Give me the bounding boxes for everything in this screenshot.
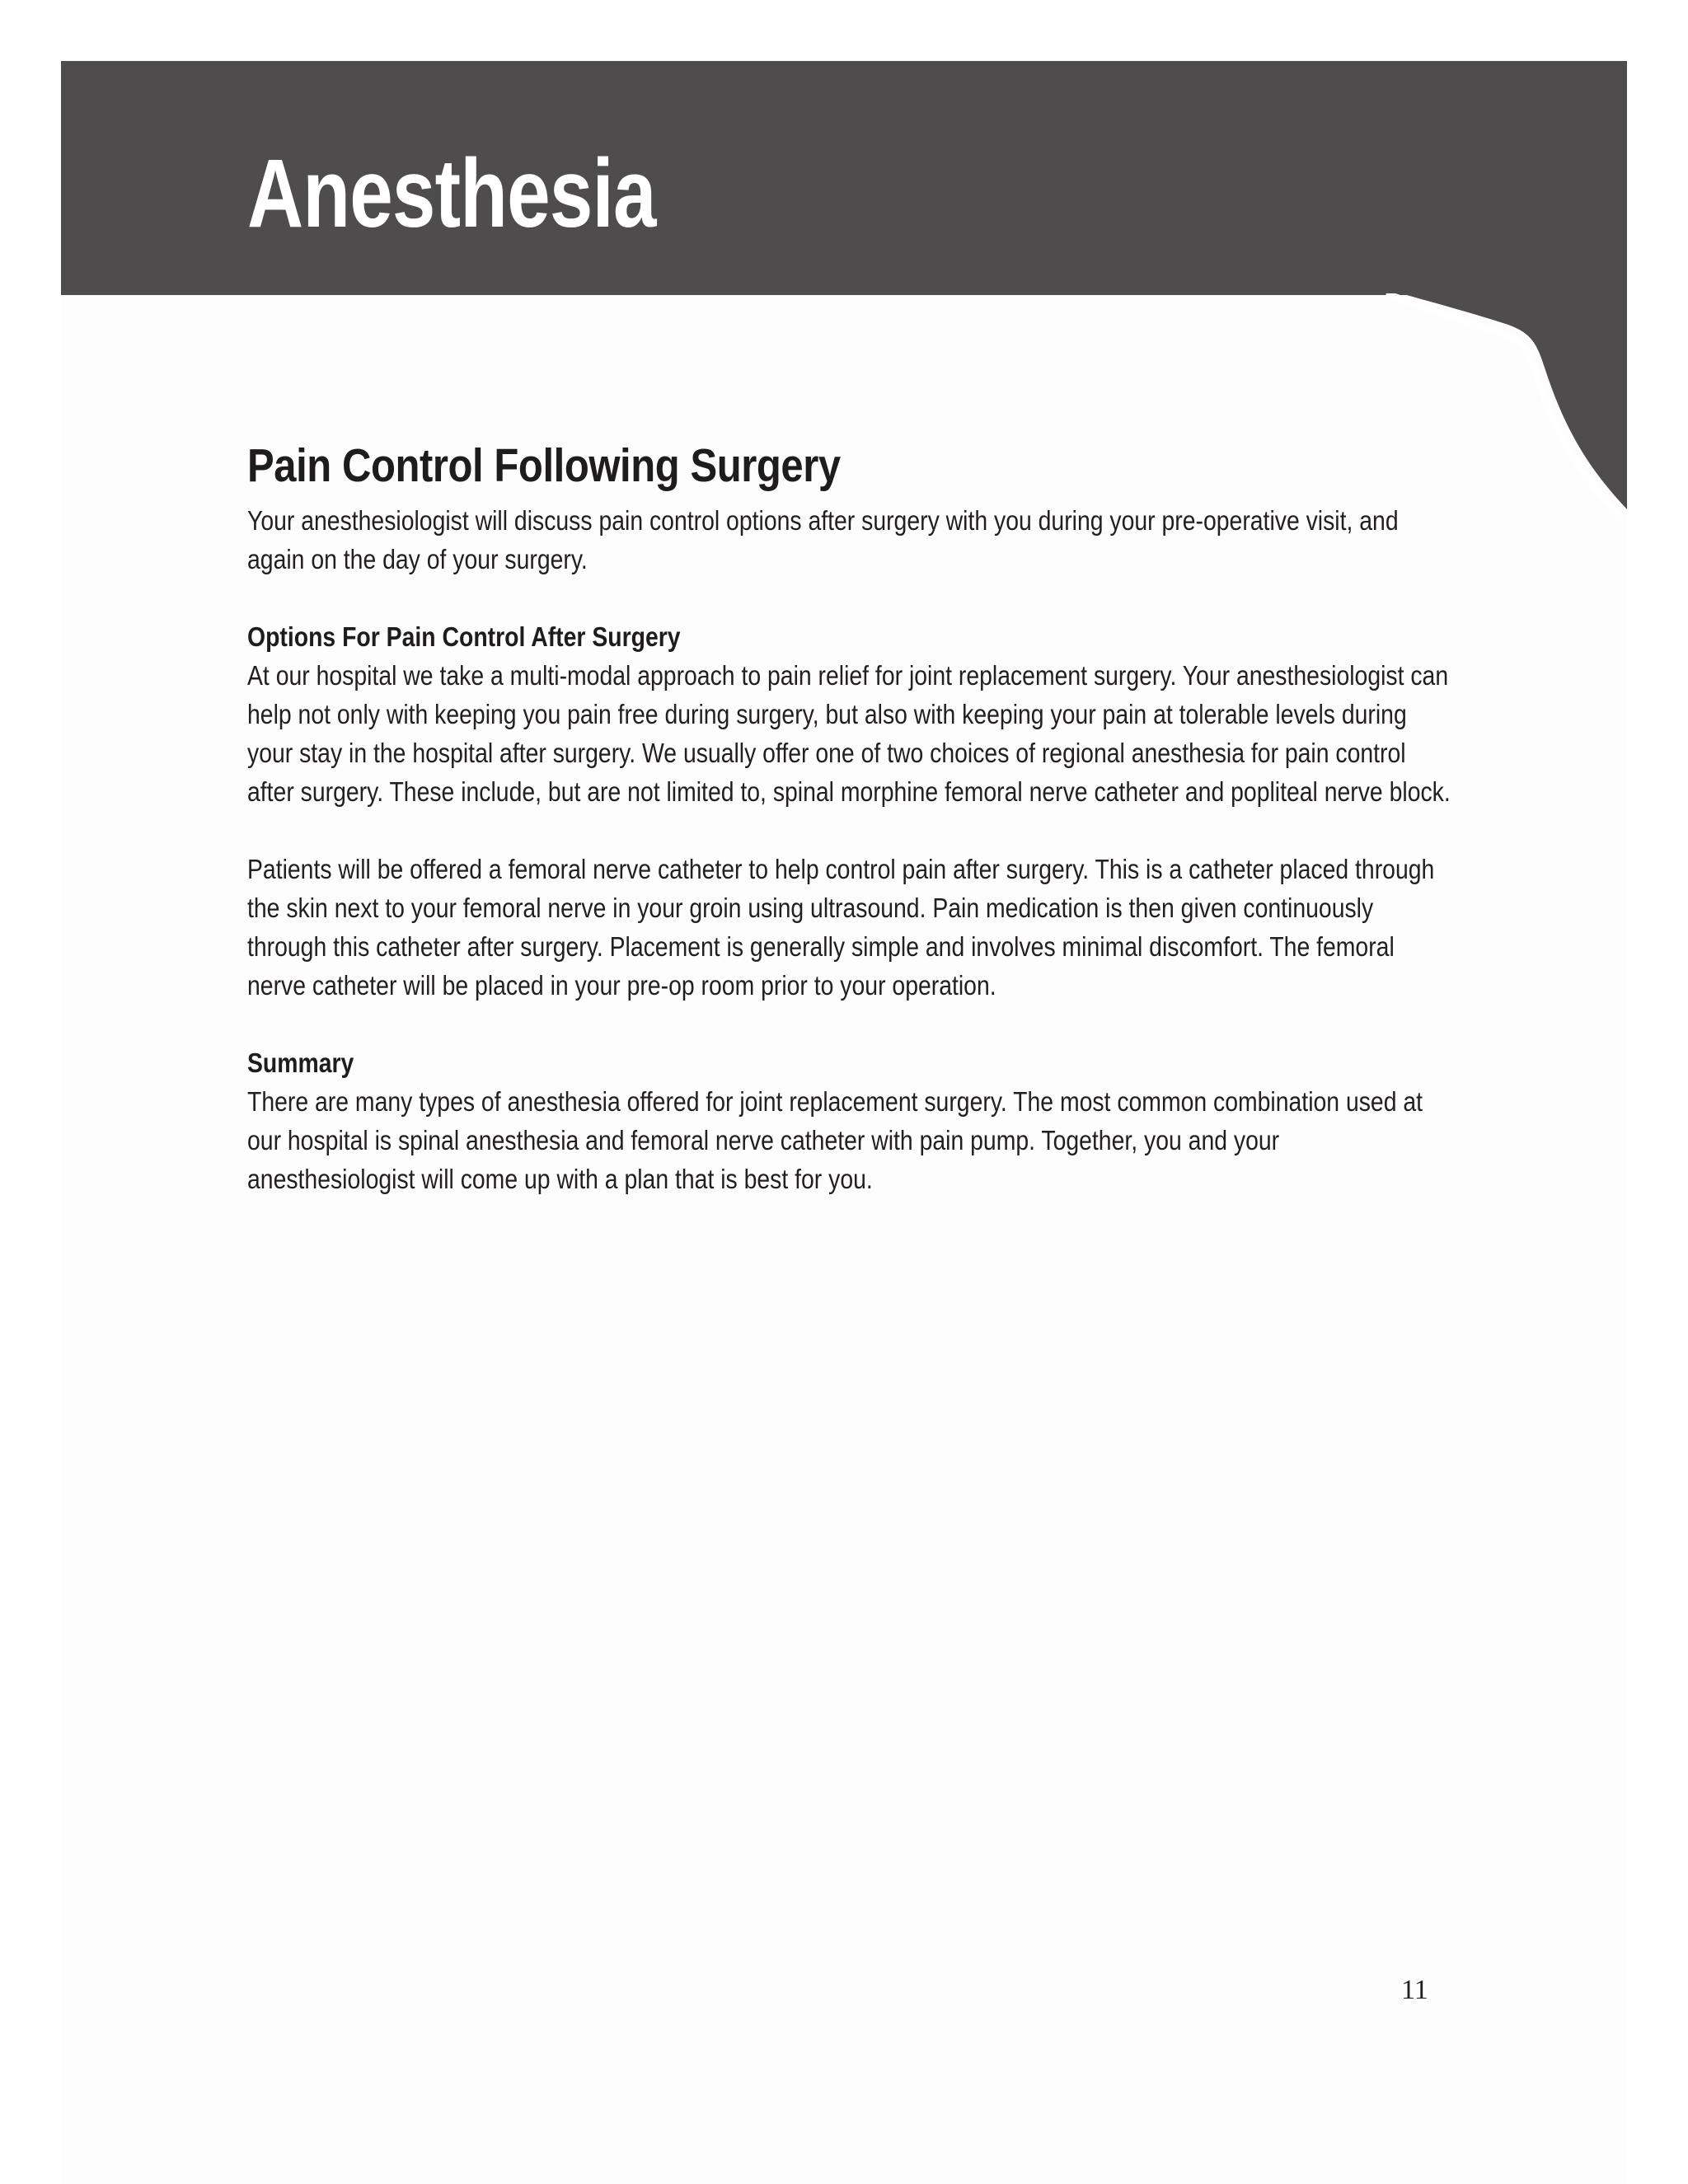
options-paragraph-1: At our hospital we take a multi-modal approach to pain relief for joint replacement surgery. Your anesthesiologist can help not only with keeping you pain free during surgery, but also with keeping your pain at tolerable levels during your stay in the hospital after surgery. We usually offer one of two choices of regional anesthesia for pain control after surgery. These include, but are not limited to, spinal morphine femoral nerve catheter and popliteal nerve block. bbox=[247, 660, 1451, 808]
page-number: 11 bbox=[1401, 1975, 1428, 2005]
banner-title: Anesthesia bbox=[247, 139, 656, 248]
femoral-catheter-section bbox=[247, 850, 1451, 1005]
options-section bbox=[247, 617, 1451, 811]
intro-paragraph: Your anesthesiologist will discuss pain control options after surgery with you during your pre-operative visit, and again on the day of your surgery. bbox=[247, 505, 1399, 575]
options-heading: Options For Pain Control After Surgery bbox=[247, 621, 681, 653]
options-paragraph-2: Patients will be offered a femoral nerve catheter to help control pain after surgery. This is a catheter placed through the skin next to your femoral nerve in your groin using ultrasound. Pain medication is then given continuously through this catheter after surgery. Placement is generally simple and involves minimal discomfort. The femoral nerve catheter will be placed in your pre-op room prior to your operation. bbox=[247, 854, 1435, 1001]
pain-control-section bbox=[247, 438, 1451, 579]
main-content bbox=[247, 438, 1451, 1237]
summary-heading: Summary bbox=[247, 1047, 354, 1079]
summary-section bbox=[247, 1043, 1451, 1198]
summary-paragraph: There are many types of anesthesia offered for joint replacement surgery. The most common combination used at our hospital is spinal anesthesia and femoral nerve catheter with pain pump. Together, you and your anesthesiologist will come up with a plan that is best for you. bbox=[247, 1086, 1423, 1195]
content-column bbox=[247, 438, 1451, 1198]
section-heading: Pain Control Following Surgery bbox=[247, 439, 841, 492]
